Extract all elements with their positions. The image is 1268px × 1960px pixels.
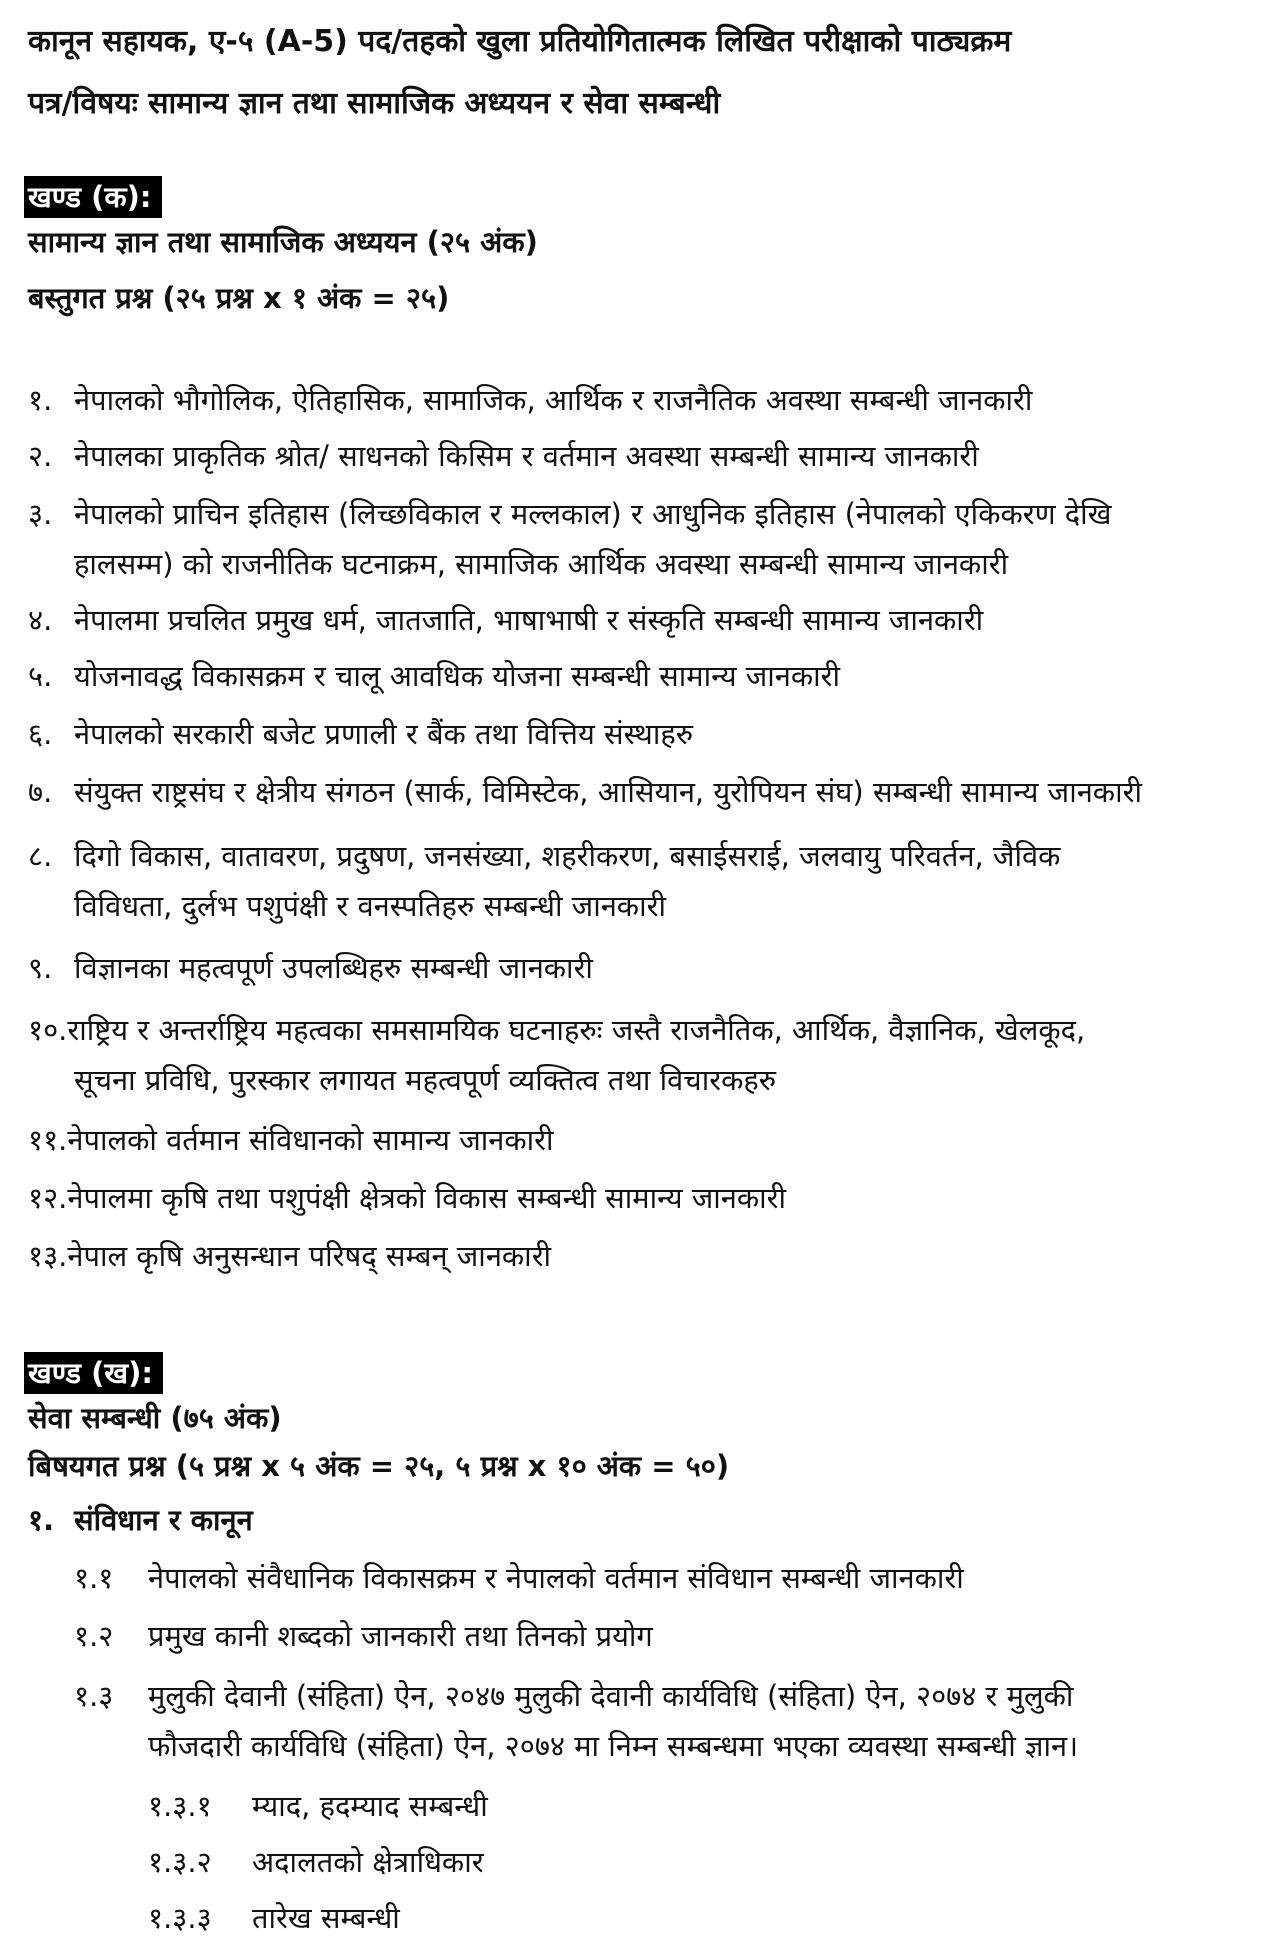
item-number: ११. [28,1123,68,1157]
item-number: ९. [28,951,53,985]
item-number: १. [28,383,53,417]
topic-heading [28,1500,253,1540]
item-number: ३. [28,497,53,531]
list-item [28,600,983,640]
item-number: १०. [28,1013,68,1047]
subsub-item-text: म्याद, हदम्याद सम्बन्धी [252,1789,488,1823]
list-item [28,714,693,754]
section-b-heading: सेवा सम्बन्धी (७५ अंक) [28,1401,282,1435]
list-item [28,380,1032,420]
sub-item [74,1616,653,1656]
subsub-item-text: तारेख सम्बन्धी [252,1901,400,1935]
item-text: नेपालको सरकारी बजेट प्रणाली र बैंक तथा वित्तिय संस्थाहरु [74,717,694,751]
section-a-tag: खण्ड (क): [24,176,162,218]
document-title: कानून सहायक, ए-५ (A-5) पद/तहको खुला प्रतियोगितात्मक लिखित परीक्षाको पाठ्यक्रम [28,24,1012,59]
section-b-marks: बिषयगत प्रश्न (५ प्रश्न x ५ अंक = २५, ५ प्रश्न x १० अंक = ५०) [28,1449,730,1483]
item-number: ८. [28,839,53,873]
subsub-item [148,1786,488,1826]
section-a-heading: सामान्य ज्ञान तथा सामाजिक अध्ययन (२५ अंक) [28,225,538,259]
topic-title: संविधान र कानून [74,1503,253,1537]
subsub-item-text: अदालतको क्षेत्राधिकार [252,1845,484,1879]
item-text: विज्ञानका महत्वपूर्ण उपलब्धिहरु सम्बन्धी जानकारी [74,951,593,985]
item-number: ४. [28,603,53,637]
list-item [28,1178,786,1218]
subsub-item-number: १.३.२ [148,1845,212,1879]
subsub-item [148,1842,484,1882]
list-item [28,494,1111,534]
item-number: ६. [28,717,53,751]
item-text: नेपालका प्राकृतिक श्रोत/ साधनको किसिम र वर्तमान अवस्था सम्बन्धी सामान्य जानकारी [74,439,979,473]
item-text: नेपालको भौगोलिक, ऐतिहासिक, सामाजिक, आर्थिक र राजनैतिक अवस्था सम्बन्धी जानकारी [74,383,1033,417]
sub-item-text: प्रमुख कानी शब्दको जानकारी तथा तिनको प्रयोग [148,1619,653,1653]
item-text-continued: हालसम्म) को राजनीतिक घटनाक्रम, सामाजिक आर्थिक अवस्था सम्बन्धी सामान्य जानकारी [74,547,1009,581]
item-text: नेपाल कृषि अनुसन्धान परिषद् सम्बन् जानकारी [67,1239,552,1273]
item-text: नेपालको प्राचिन इतिहास (लिच्छविकाल र मल्लकाल) र आधुनिक इतिहास (नेपालको एकिकरण देखि [74,497,1112,531]
sub-item [74,1676,1073,1716]
item-text: संयुक्त राष्ट्रसंघ र क्षेत्रीय संगठन (सार्क, विमिस्टेक, आसियान, युरोपियन संघ) सम्बन्धी सामान्य जानकारी [74,775,1142,809]
sub-item-text-continued: फौजदारी कार्यविधि (संहिता) ऐन, २०७४ मा निम्न सम्बन्धमा भएका व्यवस्था सम्बन्धी ज्ञान। [148,1729,1079,1763]
list-item [28,1010,1085,1050]
item-text: नेपालको वर्तमान संविधानको सामान्य जानकारी [67,1123,554,1157]
topic-number: १. [28,1503,55,1537]
subject-line: पत्र/विषयः सामान्य ज्ञान तथा सामाजिक अध्ययन र सेवा सम्बन्धी [28,86,721,121]
item-text: नेपालमा प्रचलित प्रमुख धर्म, जातजाति, भाषाभाषी र संस्कृति सम्बन्धी सामान्य जानकारी [74,603,984,637]
item-number: २. [28,439,53,473]
item-text-continued: सूचना प्रविधि, पुरस्कार लगायत महत्वपूर्ण व्यक्तित्व तथा विचारकहरु [74,1063,777,1097]
sub-item-text: नेपालको संवैधानिक विकासक्रम र नेपालको वर्तमान संविधान सम्बन्धी जानकारी [148,1561,964,1595]
item-number: १३. [28,1239,68,1273]
item-number: ७. [28,775,53,809]
item-text: दिगो विकास, वातावरण, प्रदुषण, जनसंख्या, शहरीकरण, बसाईसराई, जलवायु परिवर्तन, जैविक [74,839,1061,873]
subsub-item-number: १.३.३ [148,1901,212,1935]
section-a-marks: बस्तुगत प्रश्न (२५ प्रश्न x १ अंक = २५) [28,281,450,315]
list-item [28,1120,553,1160]
sub-item-text: मुलुकी देवानी (संहिता) ऐन, २०४७ मुलुकी देवानी कार्यविधि (संहिता) ऐन, २०७४ र मुलुकी [148,1679,1074,1713]
list-item [28,772,1142,812]
item-number: १२. [28,1181,68,1215]
sub-item-number: १.१ [74,1561,114,1595]
sub-item [74,1558,964,1598]
sub-item-number: १.३ [74,1679,114,1713]
sub-item-number: १.२ [74,1619,114,1653]
item-text: राष्ट्रिय र अन्तर्राष्ट्रिय महत्वका समसामयिक घटनाहरुः जस्तै राजनैतिक, आर्थिक, वैज्ञानिक, खेलकूद, [67,1013,1086,1047]
item-number: ५. [28,659,53,693]
list-item [28,1236,551,1276]
subsub-item-number: १.३.१ [148,1789,212,1823]
subsub-item [148,1898,400,1938]
list-item [28,948,593,988]
list-item [28,436,979,476]
item-text: नेपालमा कृषि तथा पशुपंक्षी क्षेत्रको विकास सम्बन्धी सामान्य जानकारी [67,1181,787,1215]
item-text-continued: विविधता, दुर्लभ पशुपंक्षी र वनस्पतिहरु सम्बन्धी जानकारी [74,889,666,923]
item-text: योजनावद्ध विकासक्रम र चालू आवधिक योजना सम्बन्धी सामान्य जानकारी [74,659,841,693]
list-item [28,836,1060,876]
section-b-tag: खण्ड (ख): [24,1352,163,1394]
list-item [28,656,840,696]
